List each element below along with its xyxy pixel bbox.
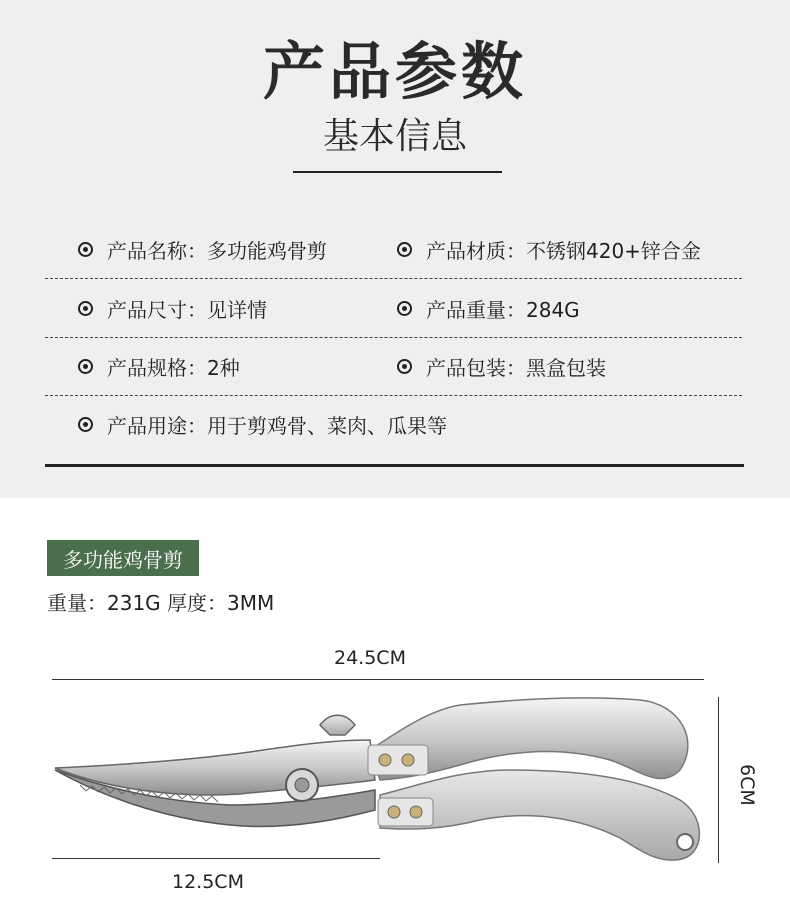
- info-row: [45, 337, 742, 396]
- radio-bullet-icon: [78, 359, 93, 374]
- info-text: 产品名称：多功能鸡骨剪: [107, 238, 327, 263]
- radio-bullet-icon: [78, 301, 93, 316]
- info-item-material: [397, 220, 701, 278]
- length-dimension-label: 24.5CM: [334, 647, 406, 669]
- kitchen-shears-image: [40, 690, 710, 870]
- info-item-usage: [78, 395, 447, 453]
- info-row: [45, 220, 742, 279]
- page-title: 产品参数: [262, 35, 527, 108]
- info-text: 产品包装：黑盒包装: [426, 355, 606, 380]
- info-item-spec: [78, 337, 240, 395]
- info-row: [45, 395, 742, 453]
- info-item-name: [78, 220, 327, 278]
- info-item-packaging: [397, 337, 606, 395]
- radio-bullet-icon: [78, 417, 93, 432]
- info-row: [45, 279, 742, 338]
- info-text: 产品材质：不锈钢420+锌合金: [426, 238, 701, 263]
- info-text: 产品尺寸：见详情: [107, 297, 267, 322]
- radio-bullet-icon: [397, 359, 412, 374]
- info-text: 产品重量：284G: [426, 297, 580, 322]
- height-dimension-line: [718, 697, 719, 863]
- radio-bullet-icon: [78, 242, 93, 257]
- radio-bullet-icon: [397, 301, 412, 316]
- radio-bullet-icon: [397, 242, 412, 257]
- product-specs: 重量：231G 厚度：3MM: [47, 591, 275, 615]
- info-item-weight: [397, 279, 580, 337]
- section-divider: [45, 464, 744, 467]
- info-text: 产品用途：用于剪鸡骨、菜肉、瓜果等: [107, 413, 447, 438]
- product-name-badge: 多功能鸡骨剪: [47, 540, 199, 576]
- info-item-size: [78, 279, 267, 337]
- info-text: 产品规格：2种: [107, 355, 240, 380]
- subtitle-underline: [293, 171, 502, 173]
- height-dimension-label: 6CM: [736, 764, 758, 806]
- section-subtitle: 基本信息: [322, 116, 467, 157]
- blade-dimension-label: 12.5CM: [172, 871, 244, 893]
- length-dimension-line: [52, 679, 704, 680]
